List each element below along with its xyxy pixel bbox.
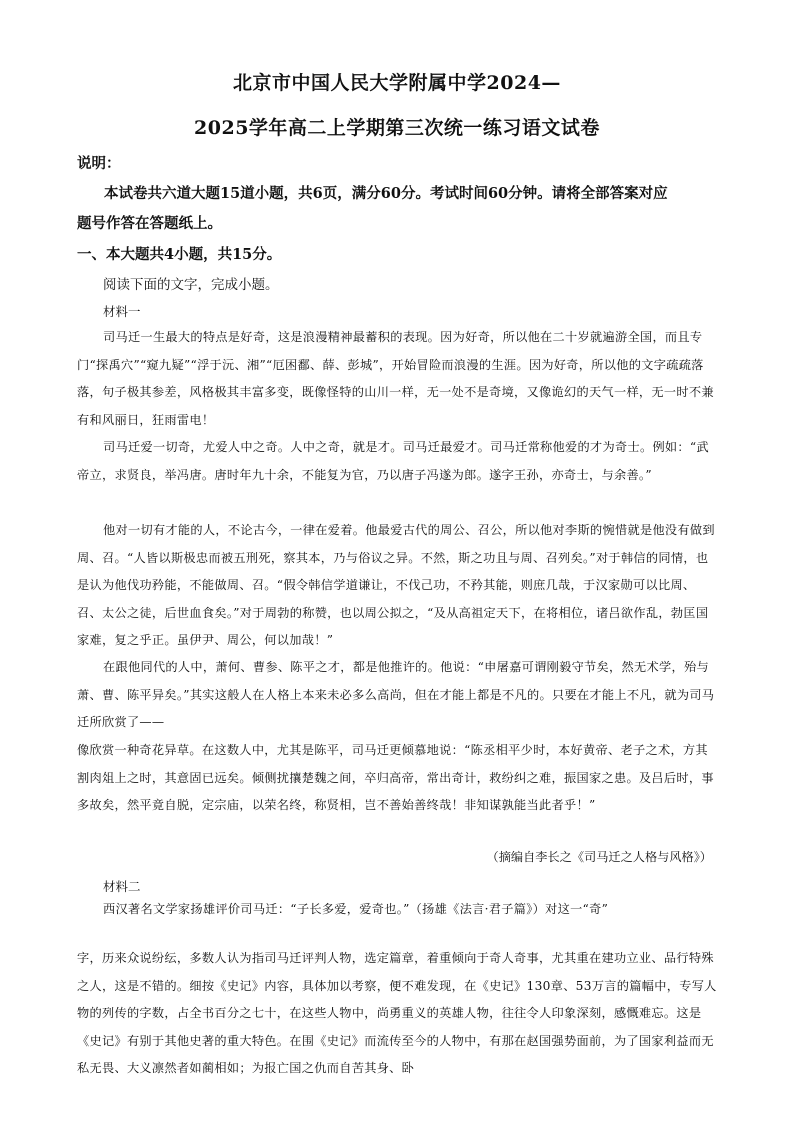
note-text-line-2: 题号作答在答题纸上。 (77, 215, 222, 232)
material-1-paragraph-2: 司马迁爱一切奇，尤爱人中之奇。人中之奇，就是才。司马迁最爱才。司马迁常称他爱的才为奇士。例如：“武帝立，求贤良，举冯唐。唐时年九十余，不能复为官，乃以唐子冯遂为郎。遂字王孙，亦奇士，与余善。” (77, 440, 709, 482)
material-1-paragraph-4: 在跟他同代的人中，萧何、曹参、陈平之才，都是他推许的。他说：“申屠嘉可谓刚毅守节矣，然无术学，殆与萧、曹、陈平异矣。”其实这般人在人格上本来未必多么高尚，但在才能上都是不凡的。只要在才能上不凡，就为司马迁所欣赏了—— (77, 660, 715, 730)
note-text-line-1: 本试卷共六道大题15道小题，共6页，满分60分。考试时间60分钟。请将全部答案对应 (104, 185, 668, 202)
section-heading: 一、本大题共4小题，共15分。 (77, 246, 282, 263)
material-1-source: （摘编自李长之《司马迁之人格与风格》） (486, 850, 712, 864)
material-2-first-line: 西汉著名文学家扬雄评价司马迁：“子长多爱，爱奇也。”（扬雄《法言·君子篇》）对这一“奇” (103, 902, 609, 916)
material-1-paragraph-3: 他对一切有才能的人，不论古今，一律在爱着。他最爱古代的周公、召公，所以他对李斯的惋惜就是他没有做到周、召。“人皆以斯极忠而被五刑死，察其本，乃与俗议之异。不然，斯之功且与周、召列矣。”对于韩信的同情，也是认为他伐功矜能，不能做周、召。“假令韩信学道谦让，不伐己功，不矜其能，则庶几哉，于汉家勋可以比周、召、太公之徒，后世血食矣。”对于周勃的称赞，也以周公拟之，“及从高祖定天下，在将相位，诸吕欲作乱，勃匡国家难，复之乎正。虽伊尹、周公，何以加哉！” (77, 523, 715, 648)
exam-title-line-2: 2025学年高二上学期第三次统一练习语文试卷 (194, 117, 600, 139)
material-1-paragraph-5: 像欣赏一种奇花异草。在这数人中，尤其是陈平，司马迁更倾慕地说：“陈丞相平少时，本好黄帝、老子之术，方其割肉俎上之时，其意固已远矣。倾侧扰攘楚魏之间，卒归高帝，常出奇计，救纷纠之难，振国家之患。及吕后时，事多故矣，然平竟自脱，定宗庙，以荣名终，称贤相，岂不善始善终哉！非知谋孰能当此者乎！” (77, 743, 714, 813)
material-1-paragraph-1: 司马迁一生最大的特点是好奇，这是浪漫精神最蓄积的表现。因为好奇，所以他在二十岁就遍游全国，而且专门“探禹穴”“窥九疑”“浮于沅、湘”“厄困鄱、薛、彭城”，开始冒险而浪漫的生涯。因为好奇，所以他的文字疏疏落落，句子极其参差，风格极其丰富多变，既像怪特的山川一样，无一处不是奇境，又像诡幻的天气一样，无一时不兼有和风丽日，狂雨雷电！ (77, 330, 714, 427)
material-1-label: 材料一 (103, 304, 141, 319)
exam-title-line-1: 北京市中国人民大学附属中学2024— (233, 72, 561, 94)
note-label: 说明： (77, 155, 121, 172)
instruction-text: 阅读下面的文字，完成小题。 (103, 277, 279, 293)
material-2-body: 字，历来众说纷纭，多数人认为指司马迁评判人物，选定篇章，着重倾向于奇人奇事，尤其重在建功立业、品行特殊之人，这是不错的。细按《史记》内容，具体加以考察，便不难发现，在《史记》130章、53万言的篇幅中，专写人物的列传的字数，占全书百分之七十，在这些人物中，尚勇重义的英雄人物，往往令人印象深刻，感慨难忘。这是《史记》有别于其他史著的重大特色。在围《史记》而流传至今的人物中，有那在赵国强势面前，为了国家利益而无私无畏、大义凛然者如蔺相如；为报亡国之仇而自苦其身、卧 (77, 951, 717, 1076)
material-2-label: 材料二 (103, 879, 141, 894)
